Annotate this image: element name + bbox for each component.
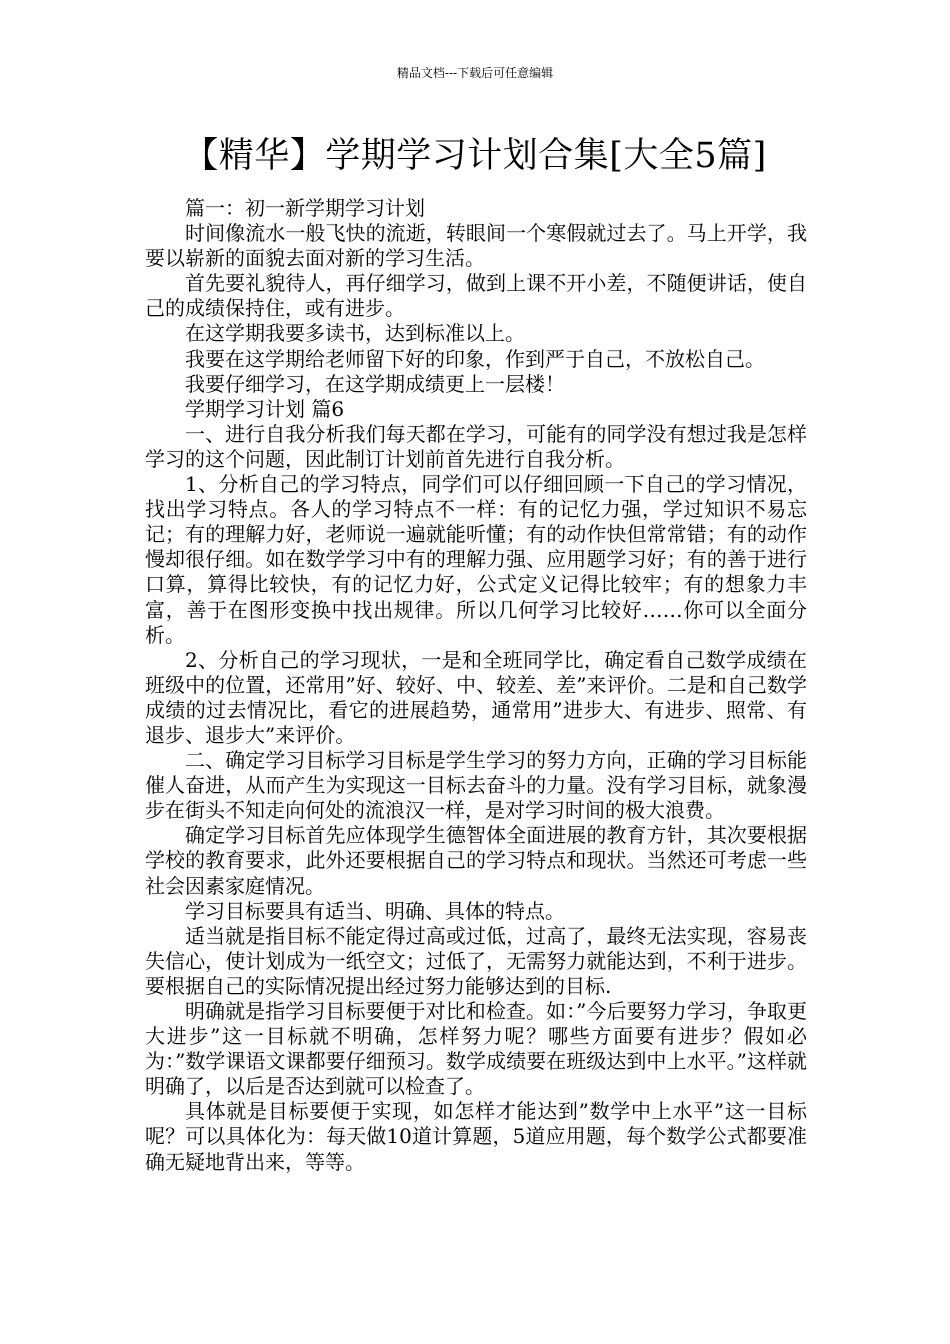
paragraph: 明确就是指学习目标要便于对比和检查。如：”今后要努力学习，争取更大进步”这一目标就不明确，怎样努力呢？哪些方面要有进步？假如必为：”数学课语文课都要仔细预习。数学成绩要在班级达到中上水平。”这样就明确了，以后是否达到就可以检查了。 xyxy=(145,999,807,1099)
paragraph: 篇一：初一新学期学习计划 xyxy=(185,196,425,220)
paragraph: 1、分析自己的学习特点，同学们可以仔细回顾一下自己的学习情况，找出学习特点。各人的学习特点不一样：有的记忆力强，学过知识不易忘记；有的理解力好，老师说一遍就能听懂；有的动作快但常常错；有的动作慢却很仔细。如在数学学习中有的理解力强、应用题学习好；有的善于进行口算，算得比较快，有的记忆力好，公式定义记得比较牢；有的想象力丰富，善于在图形变换中找出规律。所以几何学习比较好……你可以全面分析。 xyxy=(145,472,807,647)
paragraph: 学习目标要具有适当、明确、具体的特点。 xyxy=(185,898,565,923)
paragraph: 适当就是指目标不能定得过高或过低，过高了，最终无法实现，容易丧失信心，使计划成为一纸空文；过低了，无需努力就能达到，不利于进步。要根据自己的实际情况提出经过努力能够达到的目标. xyxy=(145,923,807,998)
paragraph: 一、进行自我分析我们每天都在学习，可能有的同学没有想过我是怎样学习的这个问题，因此制订计划前首先进行自我分析。 xyxy=(145,421,807,471)
document-title: 【精华】学期学习计划合集[大全5篇] xyxy=(183,136,767,176)
document-body xyxy=(145,196,807,1175)
paragraph: 时间像流水一般飞快的流逝，转眼间一个寒假就过去了。马上开学，我要以崭新的面貌去面对新的学习生活。 xyxy=(145,221,807,271)
paragraph: 我要在这学期给老师留下好的印象，作到严于自己，不放松自己。 xyxy=(185,346,765,371)
paragraph: 首先要礼貌待人，再仔细学习，做到上课不开小差，不随便讲话，使自己的成绩保持住，或有进步。 xyxy=(145,271,807,321)
paragraph: 我要仔细学习，在这学期成绩更上一层楼！ xyxy=(185,371,565,396)
paragraph: 确定学习目标首先应体现学生德智体全面进展的教育方针，其次要根据学校的教育要求，此外还要根据自己的学习特点和现状。当然还可考虑一些社会因素家庭情况。 xyxy=(145,823,807,898)
paragraph: 二、确定学习目标学习目标是学生学习的努力方向，正确的学习目标能催人奋进，从而产生为实现这一目标去奋斗的力量。没有学习目标，就象漫步在街头不知走向何处的流浪汉一样，是对学习时间的极大浪费。 xyxy=(145,748,807,823)
paragraph: 在这学期我要多读书，达到标准以上。 xyxy=(185,321,525,346)
header-note: 精品文档---下载后可任意编辑 xyxy=(396,66,554,80)
paragraph: 学期学习计划 篇6 xyxy=(185,396,345,421)
paragraph: 具体就是目标要便于实现，如怎样才能达到”数学中上水平”这一目标呢？可以具体化为：每天做10道计算题，5道应用题，每个数学公式都要准确无疑地背出来，等等。 xyxy=(145,1099,807,1174)
paragraph: 2、分析自己的学习现状，一是和全班同学比，确定看自己数学成绩在班级中的位置，还常用”好、较好、中、较差、差”来评价。二是和自己数学成绩的过去情况比，看它的进展趋势，通常用”进步大、有进步、照常、有退步、退步大”来评价。 xyxy=(145,647,807,747)
